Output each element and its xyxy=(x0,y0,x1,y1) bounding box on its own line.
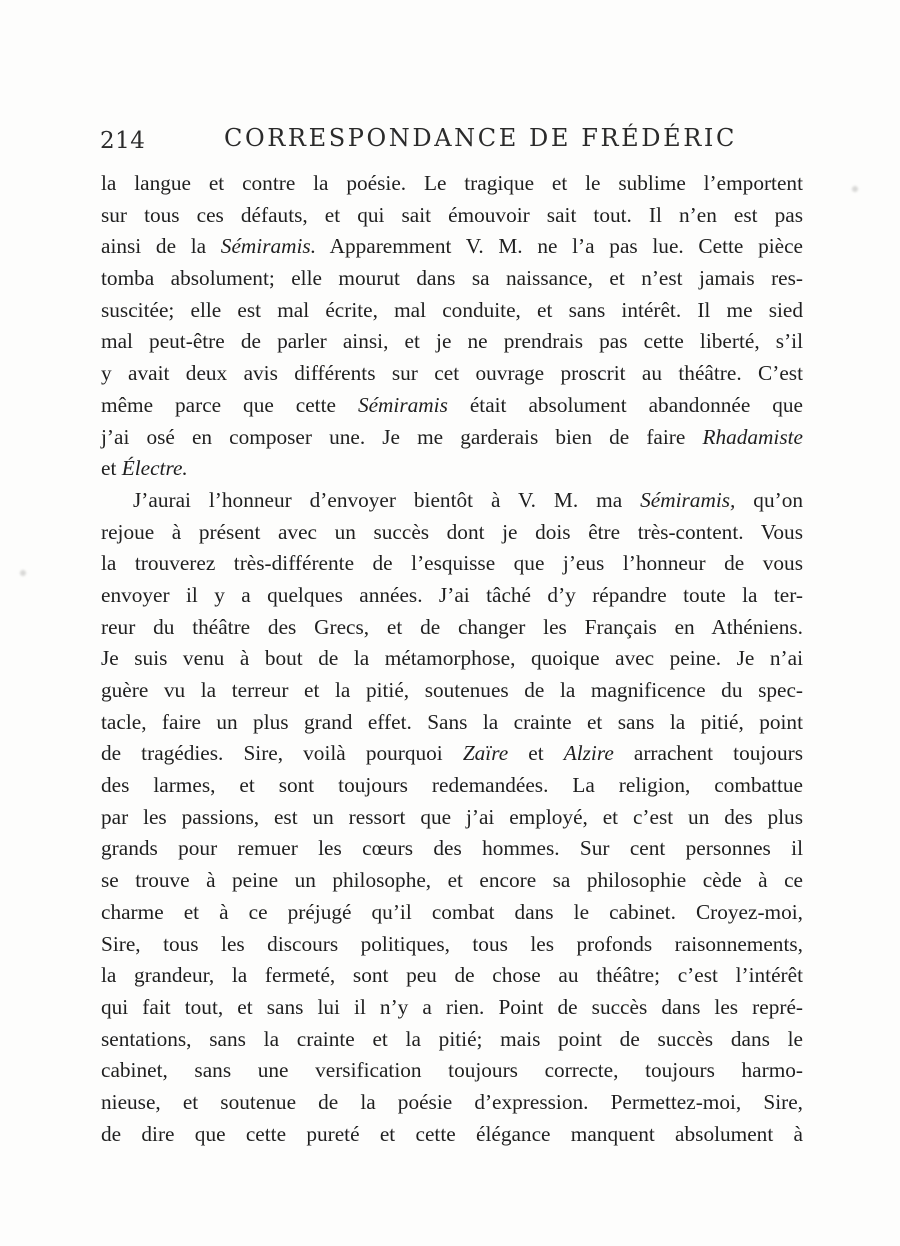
text-segment: guère vu la terreur et la pitié, soutenues de la magnificence du spec- xyxy=(101,678,803,702)
text-segment: cabinet, sans une versification toujours correcte, toujours harmo- xyxy=(101,1058,803,1083)
italic-title: Sémiramis xyxy=(357,392,448,417)
text-line xyxy=(101,453,803,485)
italic-title: Sémiramis. xyxy=(220,234,317,259)
text-line xyxy=(101,295,803,327)
text-line xyxy=(101,200,803,232)
italic-title: Zaïre xyxy=(462,741,509,766)
text-line xyxy=(101,422,803,454)
text-segment: qu’on xyxy=(735,487,803,512)
page-number: 214 xyxy=(100,128,146,154)
text-segment: Sire, tous les discours politiques, tous les profonds raisonnements, xyxy=(101,931,803,956)
text-line xyxy=(101,517,803,549)
text-line xyxy=(101,168,803,200)
text-line xyxy=(101,1119,803,1151)
text-segment: et xyxy=(101,456,122,481)
text-segment: tomba absolument; elle mourut dans sa naissance, et n’est jamais res- xyxy=(101,266,803,291)
running-title: CORRESPONDANCE DE FRÉDÉRIC xyxy=(224,124,737,152)
text-line xyxy=(101,802,803,834)
text-segment: était absolument abandonnée que xyxy=(447,392,804,417)
text-segment: J’aurai l’honneur d’envoyer bientôt à V. M. ma xyxy=(133,487,641,512)
italic-title: Sémiramis, xyxy=(640,487,736,512)
italic-title: Électre. xyxy=(121,456,188,481)
text-segment: arrachent toujours xyxy=(613,741,803,766)
text-segment: tacle, faire un plus grand effet. Sans la crainte et sans la pitié, point xyxy=(101,709,803,734)
text-line xyxy=(101,643,803,675)
text-segment: la grandeur, la fermeté, sont peu de chose au théâtre; c’est l’intérêt xyxy=(101,963,803,988)
text-segment: sur tous ces défauts, et qui sait émouvoir sait tout. Il n’en est pas xyxy=(101,202,803,227)
paper-speck xyxy=(852,186,858,192)
text-line xyxy=(101,707,803,739)
text-segment: des larmes, et sont toujours redemandées. La religion, combattue xyxy=(101,773,803,798)
text-line xyxy=(101,897,803,929)
text-segment: qui fait tout, et sans lui il n’y a rien. Point de succès dans les repré- xyxy=(101,994,803,1019)
text-line xyxy=(101,1055,803,1087)
text-segment: se trouve à peine un philosophe, et encore sa philosophie cède à ce xyxy=(101,868,803,893)
text-line xyxy=(101,929,803,961)
text-segment: la langue et contre la poésie. Le tragique et le sublime l’emportent xyxy=(101,171,803,195)
text-segment: envoyer il y a quelques années. J’ai tâché d’y répandre toute la ter- xyxy=(101,582,803,607)
text-segment: y avait deux avis différents sur cet ouvrage proscrit au théâtre. C’est xyxy=(101,361,803,386)
text-line xyxy=(101,960,803,992)
text-line xyxy=(101,612,803,644)
text-line xyxy=(101,770,803,802)
text-line xyxy=(101,992,803,1024)
text-segment: et xyxy=(508,741,564,766)
text-segment: même parce que cette xyxy=(101,392,358,417)
text-line xyxy=(101,675,803,707)
text-segment: ainsi de la xyxy=(101,234,221,259)
text-segment: charme et à ce préjugé qu’il combat dans le cabinet. Croyez-moi, xyxy=(101,899,803,924)
text-segment: Apparemment V. M. ne l’a pas lue. Cette pièce xyxy=(316,234,803,259)
text-line xyxy=(101,548,803,580)
text-segment: rejoue à présent avec un succès dont je dois être très-content. Vous xyxy=(101,519,803,544)
text-segment: nieuse, et soutenue de la poésie d’expression. Permettez-moi, Sire, xyxy=(101,1089,803,1114)
page-header xyxy=(100,124,802,158)
text-segment: mal peut-être de parler ainsi, et je ne prendrais pas cette liberté, s’il xyxy=(101,329,803,354)
body-text xyxy=(101,168,803,1150)
text-line xyxy=(101,833,803,865)
text-line xyxy=(101,1024,803,1056)
italic-title: Rhadamiste xyxy=(702,424,803,449)
text-line xyxy=(101,263,803,295)
text-segment: Je suis venu à bout de la métamorphose, quoique avec peine. Je n’ai xyxy=(101,646,803,671)
paper-speck xyxy=(20,570,26,576)
text-segment: par les passions, est un ressort que j’ai employé, et c’est un des plus xyxy=(101,804,803,829)
text-line xyxy=(101,865,803,897)
italic-title: Alzire xyxy=(563,741,614,766)
text-line xyxy=(101,358,803,390)
text-segment: de dire que cette pureté et cette élégance manquent absolument à xyxy=(101,1121,803,1146)
text-segment: sentations, sans la crainte et la pitié; mais point de succès dans le xyxy=(101,1026,803,1051)
text-line xyxy=(101,485,803,517)
text-line xyxy=(101,326,803,358)
text-segment: j’ai osé en composer une. Je me garderais bien de faire xyxy=(101,424,703,449)
text-line xyxy=(101,580,803,612)
text-line xyxy=(101,738,803,770)
text-segment: la trouverez très-différente de l’esquisse que j’eus l’honneur de vous xyxy=(101,551,803,576)
text-line xyxy=(101,390,803,422)
text-segment: reur du théâtre des Grecs, et de changer les Français en Athéniens. xyxy=(101,614,803,639)
text-segment: suscitée; elle est mal écrite, mal conduite, et sans intérêt. Il me sied xyxy=(101,297,803,322)
text-segment: de tragédies. Sire, voilà pourquoi xyxy=(101,741,463,766)
text-segment: grands pour remuer les cœurs des hommes. Sur cent personnes il xyxy=(101,836,803,861)
text-line xyxy=(101,231,803,263)
text-line xyxy=(101,1087,803,1119)
